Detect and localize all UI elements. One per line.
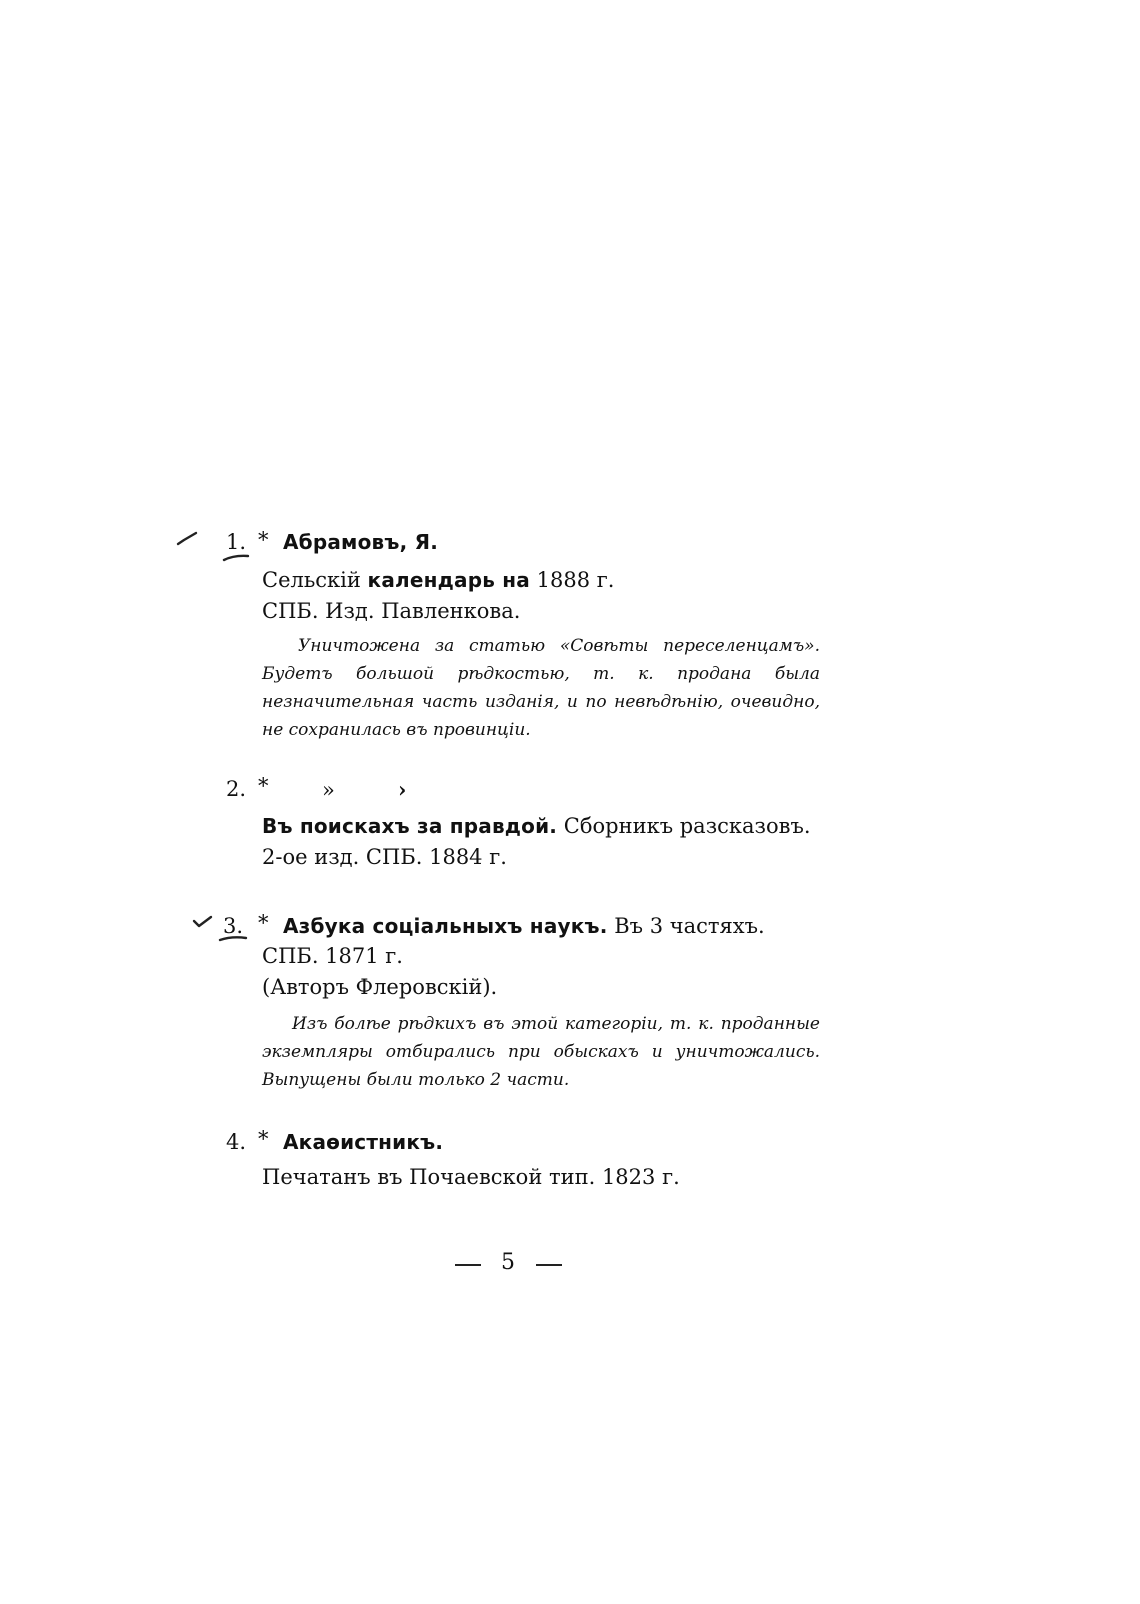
- entry-1-number: 1.: [226, 530, 247, 554]
- entry-4-imprint: Печатанъ въ Почаевской тип. 1823 г.: [262, 1165, 680, 1189]
- entry-2-imprint: 2-ое изд. СПБ. 1884 г.: [262, 845, 507, 869]
- entry-1-title-rest: 1888 г.: [529, 568, 615, 592]
- entry-1-title-bold: календарь на: [367, 568, 530, 592]
- entry-4-number: 4.: [226, 1130, 247, 1154]
- entry-2-star: *: [258, 774, 269, 798]
- entry-1-note: Уничтожена за статью «Совѣты переселенцамъ». Будетъ большой рѣдкостью, т. к. продана была незначительная часть изданія, и по невѣдѣнію, очевидно, не сохранилась въ провинціи.: [262, 636, 820, 740]
- entry-3-author-note: (Авторъ Флеровскій).: [262, 975, 498, 999]
- entry-2-title-rest: Сборникъ разсказовъ.: [557, 814, 811, 838]
- checkmark-icon: [192, 914, 214, 930]
- page-number-dash-right: [536, 1264, 562, 1266]
- entry-2-title-bold: Въ поискахъ за правдой.: [262, 814, 558, 838]
- entry-2-title: [262, 812, 811, 840]
- entry-3-star: *: [258, 911, 269, 935]
- entry-1-author: Абрамовъ, Я.: [283, 530, 438, 554]
- entry-3-title: [283, 912, 765, 940]
- entry-3-title-bold: Азбука соціальныхъ наукъ.: [283, 914, 608, 938]
- entry-4-star: *: [258, 1127, 269, 1151]
- entry-1-title: [262, 566, 614, 594]
- page-number-dash-left: [455, 1264, 481, 1266]
- entry-2-ditto-2: ›: [398, 777, 407, 802]
- entry-4-title: Акаѳистникъ.: [283, 1130, 444, 1154]
- entry-3-title-rest: Въ 3 частяхъ.: [607, 914, 765, 938]
- page-number: 5: [501, 1250, 515, 1275]
- checkmark-icon: [176, 530, 200, 550]
- entry-2-ditto-1: »: [322, 778, 335, 802]
- entry-1-title-plain: Сельскій: [262, 568, 368, 592]
- entry-1-star: *: [258, 528, 269, 552]
- entry-3-note: Изъ болѣе рѣдкихъ въ этой категоріи, т. к. проданные экземпляры отбирались при обыскахъ и уничтожались. Выпущены были только 2 части.: [262, 1014, 820, 1090]
- entry-3-number: 3.: [223, 914, 244, 938]
- entry-2-number: 2.: [226, 777, 247, 801]
- entry-3-imprint: СПБ. 1871 г.: [262, 944, 403, 968]
- entry-1-imprint: СПБ. Изд. Павленкова.: [262, 599, 521, 623]
